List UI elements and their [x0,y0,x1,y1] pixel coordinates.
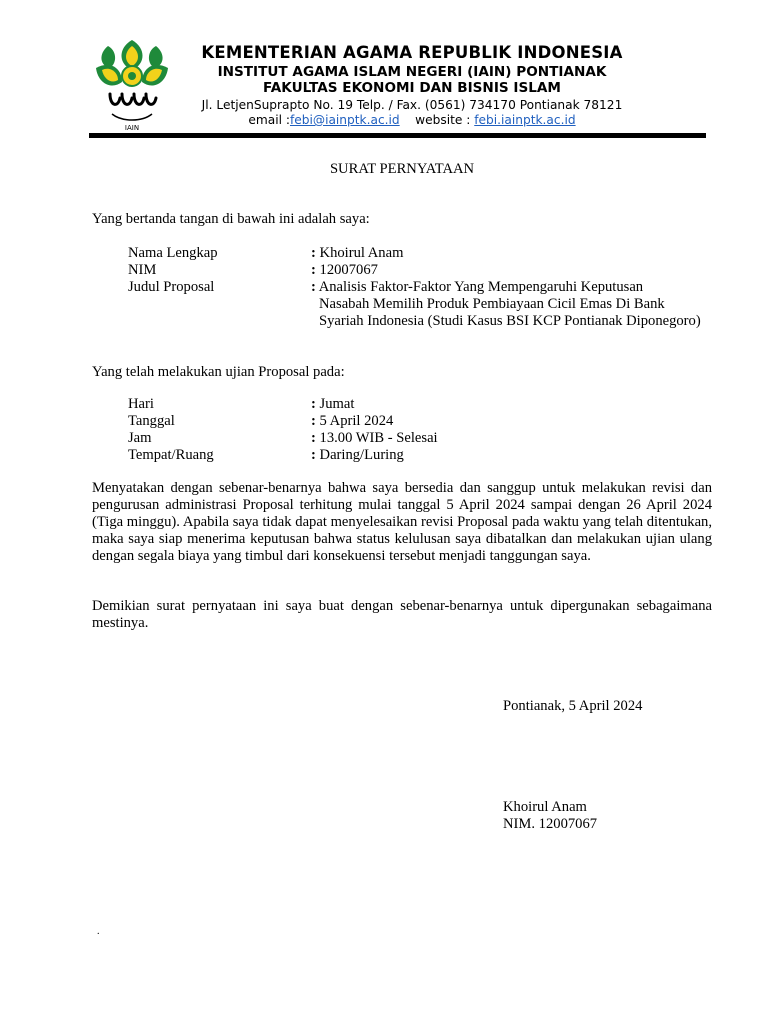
field-label: NIM [128,262,157,278]
field-row-name [128,245,403,262]
field-label: Jam [128,430,152,446]
letterhead-text [182,42,642,128]
institute-name: INSTITUT AGAMA ISLAM NEGERI (IAIN) PONTIANAK [217,64,607,80]
signer-nim: NIM. 12007067 [503,816,598,832]
field-value: 13.00 WIB - Selesai [319,430,438,446]
field-label: Tanggal [128,413,175,429]
email-link[interactable]: febi@iainptk.ac.id [289,113,400,127]
website-link[interactable]: febi.iainptk.ac.id [474,113,576,127]
colon: : [311,396,316,412]
faculty-name: FAKULTAS EKONOMI DAN BISNIS ISLAM [263,80,561,96]
contact-line [182,113,642,128]
field-value: Daring/Luring [319,447,404,463]
field-row-nim [128,262,378,279]
field-value: Analisis Faktor-Faktor Yang Mempengaruhi Keputusan [318,279,644,295]
judul-continuation: Nasabah Memilih Produk Pembiayaan Cicil Emas Di Bank Syariah Indonesia (Studi Kasus BSI KCP Pontianak Diponegoro) [319,296,701,329]
colon: : [311,279,316,295]
field-value: Khoirul Anam [319,245,404,261]
colon: : [311,430,316,446]
field-label: Judul Proposal [128,279,215,295]
field-value: 5 April 2024 [319,413,394,429]
field-label: Nama Lengkap [128,245,218,261]
iain-logo-icon [87,38,177,132]
email-label: email : [248,113,290,127]
svg-text:IAIN: IAIN [124,124,140,132]
place-date: Pontianak, 5 April 2024 [503,698,643,714]
footer-dot: . [97,926,100,937]
statement-paragraph: Menyatakan dengan sebenar-benarnya bahwa saya bersedia dan sanggup untuk melakukan revisi dan pengurusan administrasi Proposal terhitung mulai tanggal 5 April 2024 sampai dengan 26 April 2024 (Tiga minggu). Apabila saya tidak dapat menyelesaikan revisi Proposal pada waktu yang telah ditentukan, maka saya siap menerima keputusan bahwa status kelulusan saya dibatalkan dan melakukan ujian ulang dengan segala biaya yang timbul dari konsekuensi tersebut menjadi tanggungan saya. [92,480,712,564]
exam-row-day [128,396,354,413]
letterhead [0,0,768,140]
address-line: Jl. LetjenSuprapto No. 19 Telp. / Fax. (0561) 734170 Pontianak 78121 [201,98,623,112]
field-label: Tempat/Ruang [128,447,214,463]
signer-name: Khoirul Anam [503,799,587,815]
field-row-judul [128,279,643,296]
field-label: Hari [128,396,154,412]
intro-text: Yang bertanda tangan di bawah ini adalah saya: [92,211,370,227]
colon: : [311,447,316,463]
exam-row-time [128,430,438,447]
closing-paragraph: Demikian surat pernyataan ini saya buat dengan sebenar-benarnya untuk dipergunakan sebagaimana mestinya. [92,598,712,631]
ministry-name: KEMENTERIAN AGAMA REPUBLIK INDONESIA [201,43,623,62]
exam-intro-text: Yang telah melakukan ujian Proposal pada: [92,364,345,380]
field-value: 12007067 [319,262,378,278]
letterhead-divider [89,133,706,138]
colon: : [311,245,316,261]
exam-row-date [128,413,393,430]
field-value: Jumat [319,396,355,412]
colon: : [311,262,316,278]
colon: : [311,413,316,429]
exam-row-place [128,447,404,464]
document-title: SURAT PERNYATAAN [329,161,475,177]
website-label: website : [415,113,471,127]
